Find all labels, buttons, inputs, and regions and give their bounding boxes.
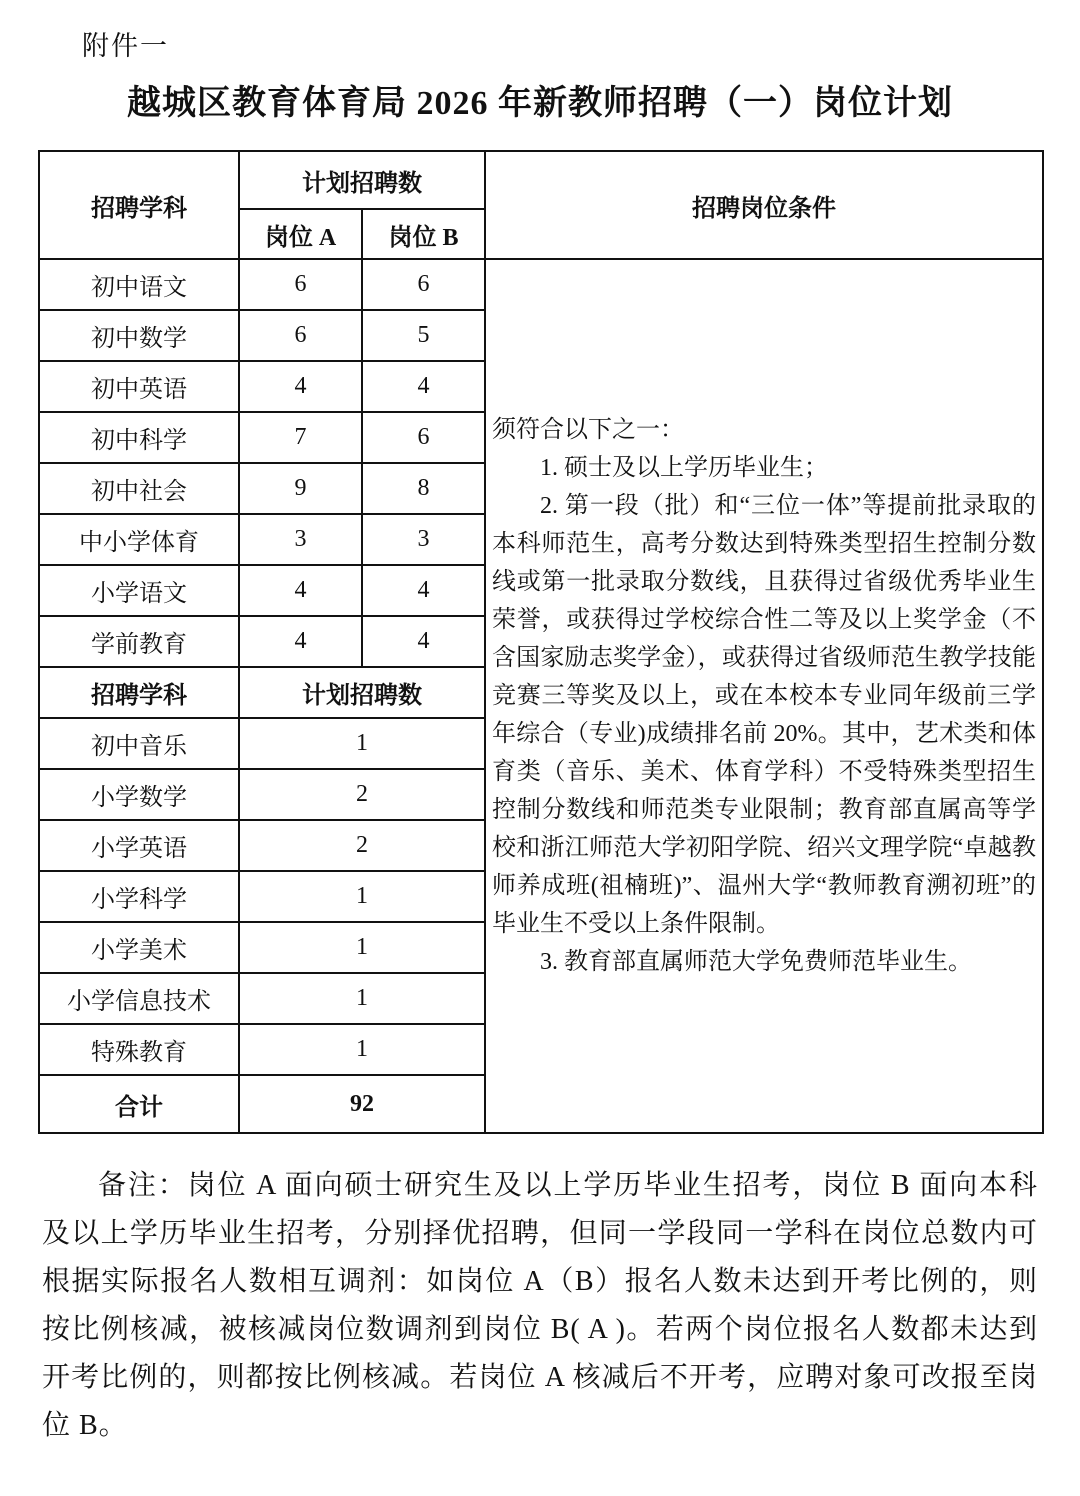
conditions-item-3: 3. 教育部直属师范大学免费师范毕业生。 bbox=[540, 949, 972, 975]
subject-cell: 小学英语 bbox=[39, 820, 239, 871]
subject-cell: 小学信息技术 bbox=[39, 973, 239, 1024]
post-b-count: 4 bbox=[362, 565, 485, 616]
subject-cell: 初中音乐 bbox=[39, 718, 239, 769]
count-cell: 2 bbox=[239, 769, 485, 820]
header-plan-count: 计划招聘数 bbox=[239, 151, 485, 209]
conditions-item-2: 2. 第一段（批）和“三位一体”等提前批录取的本科师范生，高考分数达到特殊类型招生控制分数线或第一批录取分数线，且获得过省级优秀毕业生荣誉，或获得过学校综合性二等及以上奖学金（不含国家励志奖学金），或获得过省级师范生教学技能竞赛三等奖及以上，或在本校本专业同年级前三学年综合（专业)成绩排名前 20%。其中，艺术类和体育类（音乐、美术、体育学科）不受特殊类型招生控制分数线和师范类专业限制；教育部直属高等学校和浙江师范大学初阳学院、绍兴文理学院“卓越教师养成班(祖楠班)”、温州大学“教师教育溯初班”的毕业生不受以上条件限制。 bbox=[492, 493, 1036, 937]
subject-cell: 学前教育 bbox=[39, 616, 239, 667]
post-b-count: 6 bbox=[362, 412, 485, 463]
table-row bbox=[39, 259, 1043, 310]
conditions-item-1: 1. 硕士及以上学历毕业生； bbox=[540, 455, 828, 481]
count-cell: 1 bbox=[239, 973, 485, 1024]
subject-cell: 初中语文 bbox=[39, 259, 239, 310]
post-a-count: 9 bbox=[239, 463, 362, 514]
header-post-a: 岗位 A bbox=[239, 209, 362, 259]
mid-header-plan-count: 计划招聘数 bbox=[239, 667, 485, 718]
post-a-count: 4 bbox=[239, 616, 362, 667]
post-a-count: 6 bbox=[239, 259, 362, 310]
count-cell: 2 bbox=[239, 820, 485, 871]
post-b-count: 8 bbox=[362, 463, 485, 514]
post-b-count: 6 bbox=[362, 259, 485, 310]
subject-cell: 小学科学 bbox=[39, 871, 239, 922]
count-cell: 1 bbox=[239, 922, 485, 973]
header-subject: 招聘学科 bbox=[39, 151, 239, 259]
mid-header-subject: 招聘学科 bbox=[39, 667, 239, 718]
subject-cell: 小学语文 bbox=[39, 565, 239, 616]
post-a-count: 4 bbox=[239, 361, 362, 412]
post-a-count: 6 bbox=[239, 310, 362, 361]
subject-cell: 初中数学 bbox=[39, 310, 239, 361]
subject-cell: 特殊教育 bbox=[39, 1024, 239, 1075]
table-header-row bbox=[39, 151, 1043, 209]
page-title: 越城区教育体育局 2026 年新教师招聘（一）岗位计划 bbox=[127, 85, 953, 122]
header-post-b: 岗位 B bbox=[362, 209, 485, 259]
total-label: 合计 bbox=[39, 1075, 239, 1133]
subject-cell: 初中英语 bbox=[39, 361, 239, 412]
count-cell: 1 bbox=[239, 718, 485, 769]
post-a-count: 7 bbox=[239, 412, 362, 463]
post-b-count: 4 bbox=[362, 616, 485, 667]
post-b-count: 3 bbox=[362, 514, 485, 565]
post-a-count: 3 bbox=[239, 514, 362, 565]
total-count: 92 bbox=[239, 1075, 485, 1133]
subject-cell: 小学美术 bbox=[39, 922, 239, 973]
conditions-cell bbox=[485, 259, 1043, 1133]
subject-cell: 中小学体育 bbox=[39, 514, 239, 565]
subject-cell: 初中科学 bbox=[39, 412, 239, 463]
conditions-intro: 须符合以下之一： bbox=[492, 417, 684, 443]
subject-cell: 小学数学 bbox=[39, 769, 239, 820]
attachment-label: 附件一 bbox=[82, 31, 169, 61]
recruitment-table bbox=[38, 150, 1044, 1134]
post-b-count: 4 bbox=[362, 361, 485, 412]
header-conditions: 招聘岗位条件 bbox=[485, 151, 1043, 259]
count-cell: 1 bbox=[239, 1024, 485, 1075]
count-cell: 1 bbox=[239, 871, 485, 922]
post-a-count: 4 bbox=[239, 565, 362, 616]
note-text: 备注：岗位 A 面向硕士研究生及以上学历毕业生招考，岗位 B 面向本科及以上学历毕业生招考，分别择优招聘，但同一学段同一学科在岗位总数内可根据实际报名人数相互调剂：如岗位 A（B）报名人数未达到开考比例的，则按比例核减，被核减岗位数调剂到岗位 B( A )。若两个岗位报名人数都未达到开考比例的，则都按比例核减。若岗位 A 核减后不开考，应聘对象可改报至岗位 B。 bbox=[42, 1170, 1038, 1441]
post-b-count: 5 bbox=[362, 310, 485, 361]
subject-cell: 初中社会 bbox=[39, 463, 239, 514]
